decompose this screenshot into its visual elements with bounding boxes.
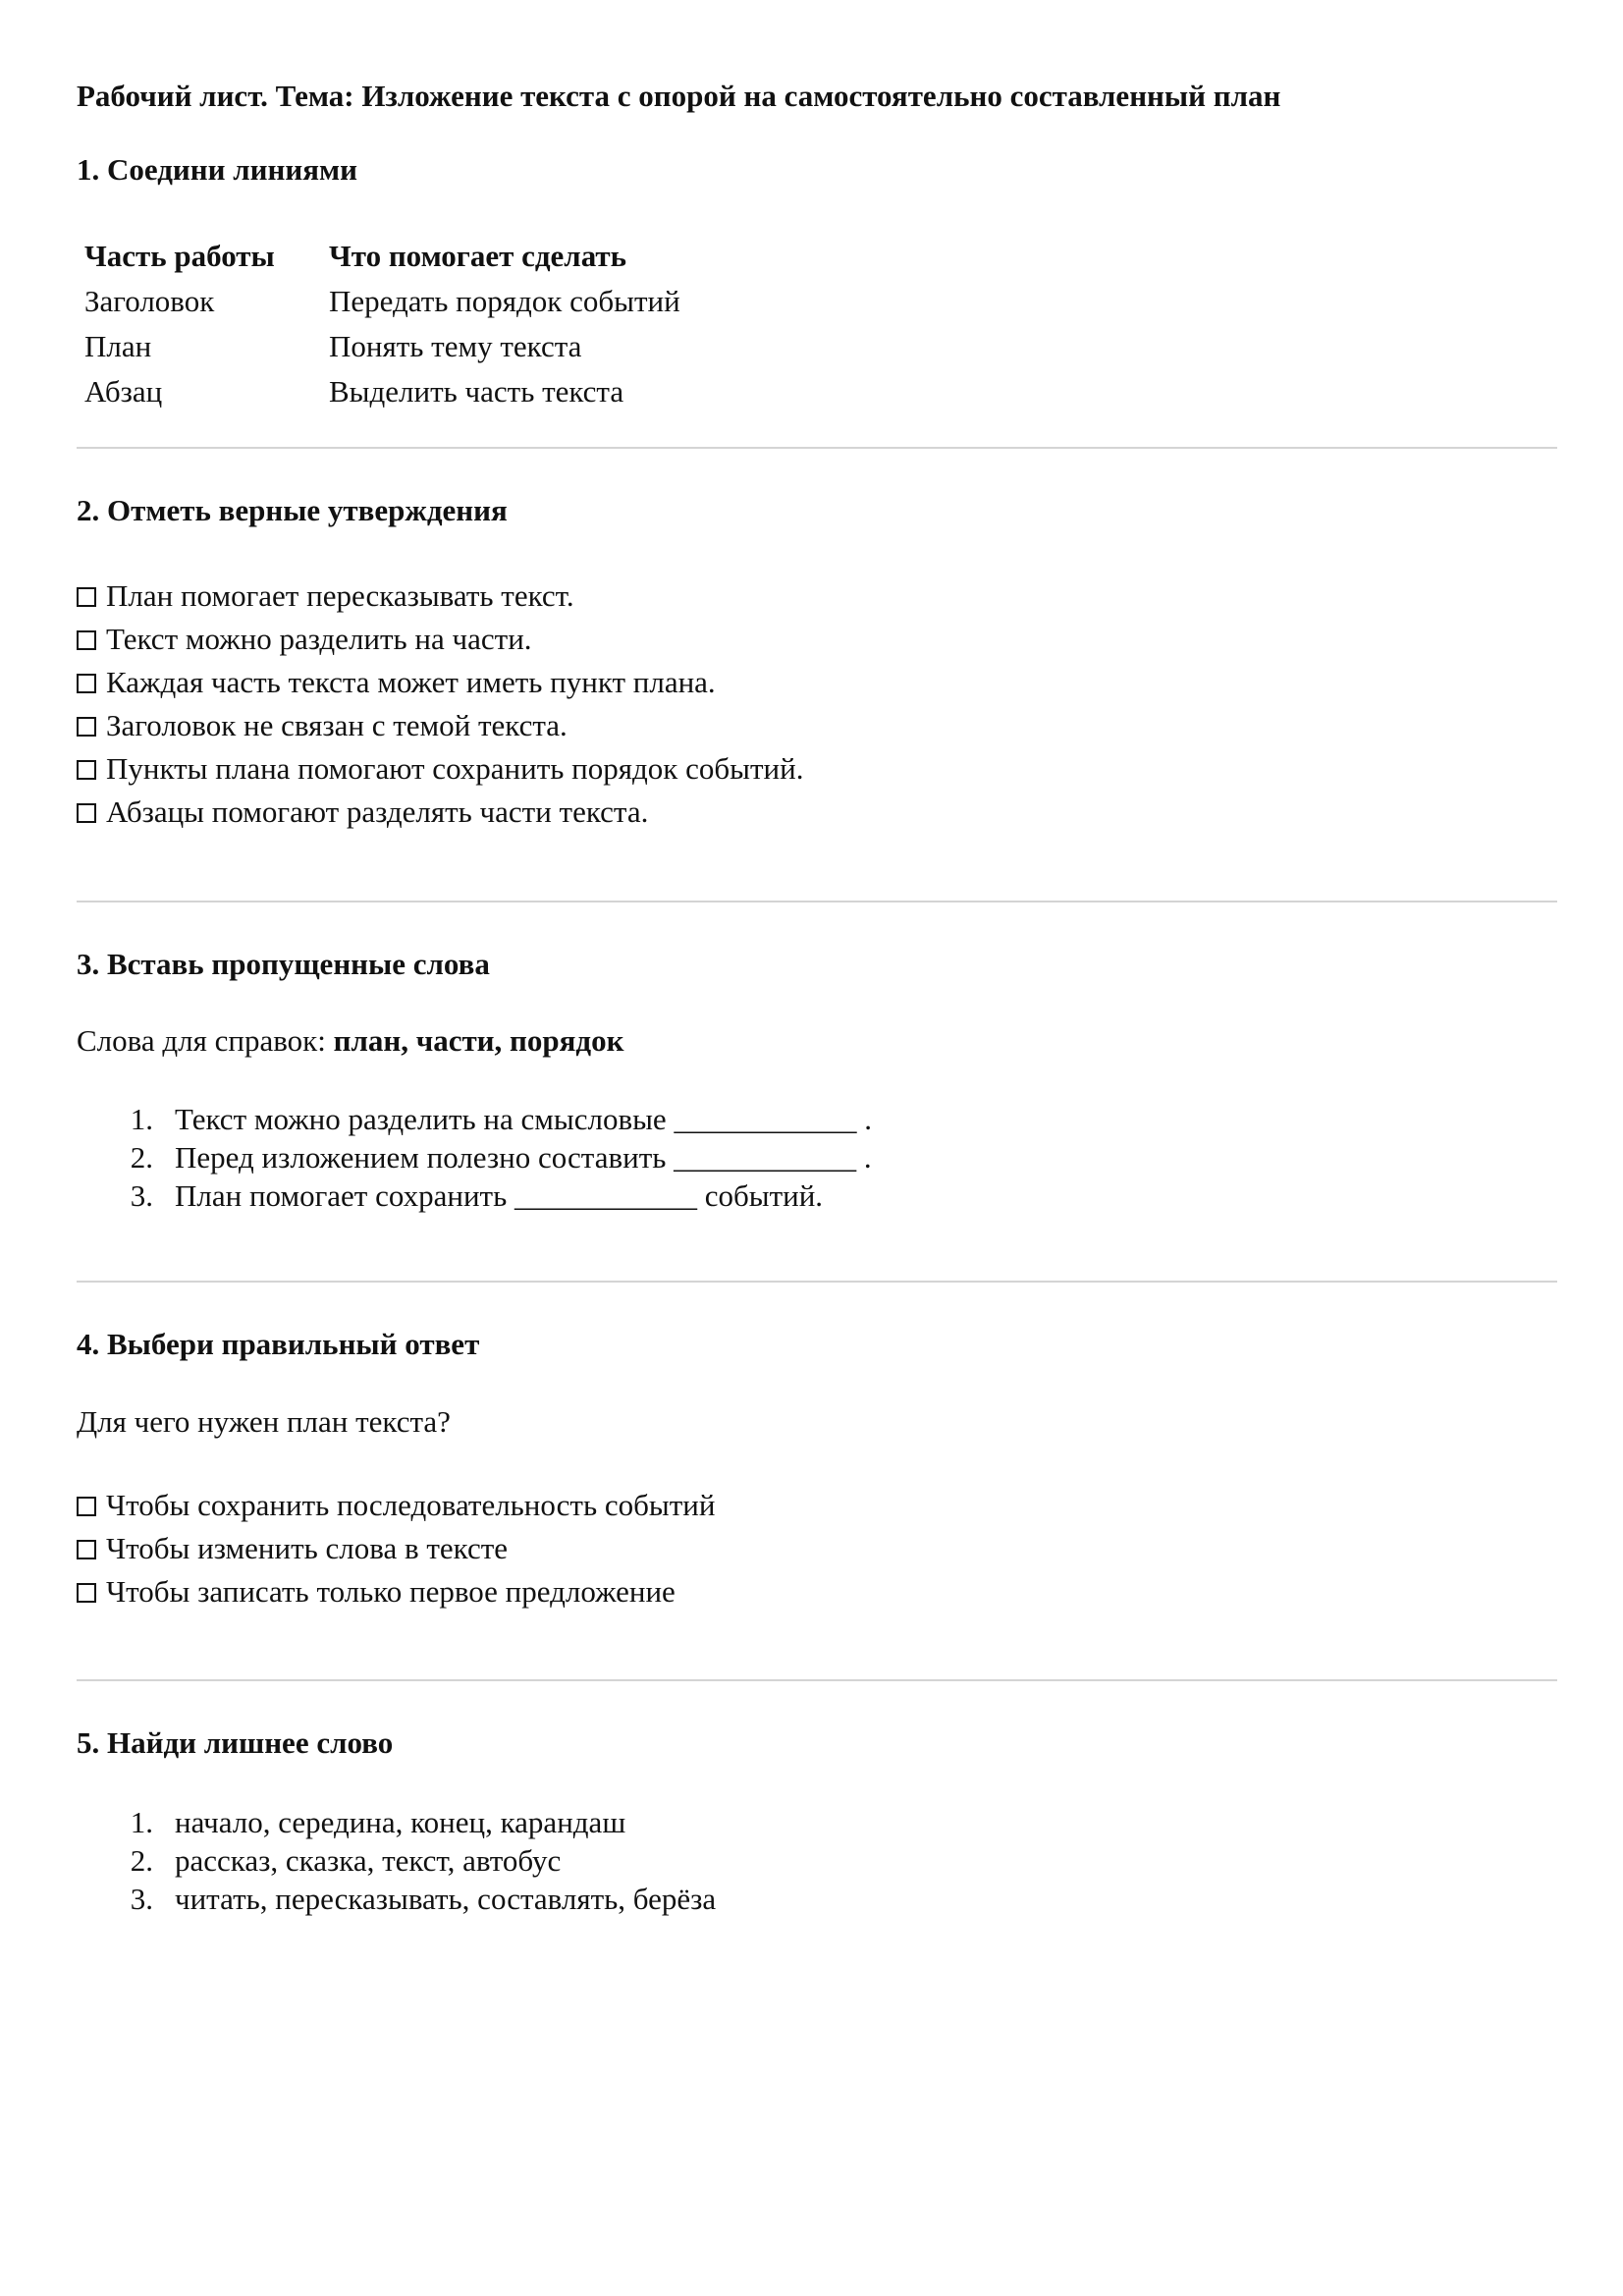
list-item [77,1138,872,1176]
checkbox[interactable] [77,1583,96,1603]
list-item-text: Текст можно разделить на смысловые ____________ . [175,1102,872,1136]
table-row [84,324,680,369]
checkbox[interactable] [77,674,96,693]
list-item [77,1100,872,1138]
word-hint-label: Слова для справок: [77,1023,334,1058]
table-cell: Абзац [84,374,163,409]
checklist-item[interactable] [77,574,803,618]
section5-heading: 5. Найди лишнее слово [77,1725,394,1760]
checklist-item[interactable] [77,791,803,834]
list-item [77,1880,716,1918]
section2-heading: 2. Отметь верные утверждения [77,493,508,527]
table-cell: Выделить часть текста [329,374,624,409]
table-cell: Передать порядок событий [329,284,680,318]
word-hint-words: план, части, порядок [333,1023,624,1058]
list-item-number: 1. [130,1805,153,1839]
checkbox[interactable] [77,1497,96,1516]
list-item-text: начало, середина, конец, карандаш [175,1805,626,1839]
section4-heading: 4. Выбери правильный ответ [77,1327,480,1361]
page-title: Рабочий лист. Тема: Изложение текста с опорой на самостоятельно составленный план [77,79,1281,113]
section-divider [77,901,1557,902]
answer-option[interactable] [77,1484,715,1527]
checkbox[interactable] [77,1540,96,1559]
statements-checklist [77,574,803,834]
list-item [77,1841,716,1880]
section3-heading: 3. Вставь пропущенные слова [77,947,490,981]
question-text: Для чего нужен план текста? [77,1404,451,1439]
answer-option[interactable] [77,1527,715,1570]
list-item-number: 3. [130,1178,153,1213]
checklist-item-label: Пункты плана помогают сохранить порядок событий. [106,751,804,786]
section-divider [77,1679,1557,1681]
table-cell: Заголовок [84,284,215,318]
answer-option-label: Чтобы сохранить последовательность событий [106,1488,716,1522]
word-hint [77,1023,623,1059]
list-item-text: Перед изложением полезно составить ____________ . [175,1140,872,1175]
list-item-text: План помогает сохранить ____________ событий. [175,1178,824,1213]
checkbox[interactable] [77,760,96,780]
checkbox[interactable] [77,717,96,737]
table-cell: План [84,329,152,363]
list-item-number: 3. [130,1882,153,1916]
table-header-row [84,234,680,279]
list-item-number: 1. [130,1102,153,1136]
list-item [77,1803,716,1841]
checklist-item[interactable] [77,747,803,791]
table-header-cell: Часть работы [84,239,275,273]
list-item-number: 2. [130,1843,153,1878]
checklist-item-label: Абзацы помогают разделять части текста. [106,794,649,829]
table-cell: Понять тему текста [329,329,582,363]
table-row [84,369,680,414]
list-item-text: читать, пересказывать, составлять, берёза [175,1882,717,1916]
checklist-item-label: План помогает пересказывать текст. [106,578,574,613]
checklist-item[interactable] [77,704,803,747]
section1-heading: 1. Соедини линиями [77,152,357,187]
table-row [84,279,680,324]
list-item-text: рассказ, сказка, текст, автобус [175,1843,562,1878]
checkbox[interactable] [77,803,96,823]
list-item [77,1176,872,1215]
checklist-item-label: Заголовок не связан с темой текста. [106,708,568,742]
checklist-item-label: Каждая часть текста может иметь пункт плана. [106,665,716,699]
checklist-item[interactable] [77,618,803,661]
section-divider [77,1281,1557,1283]
table-header-cell: Что помогает сделать [329,239,627,273]
odd-word-list [77,1803,716,1918]
answer-option-label: Чтобы изменить слова в тексте [106,1531,509,1565]
matching-table [84,234,680,414]
checkbox[interactable] [77,587,96,607]
checkbox[interactable] [77,630,96,650]
checklist-item-label: Текст можно разделить на части. [106,622,532,656]
answer-option[interactable] [77,1570,715,1613]
checklist-item[interactable] [77,661,803,704]
section-divider [77,447,1557,449]
list-item-number: 2. [130,1140,153,1175]
fill-in-list [77,1100,872,1215]
answer-options [77,1484,715,1613]
answer-option-label: Чтобы записать только первое предложение [106,1574,676,1609]
